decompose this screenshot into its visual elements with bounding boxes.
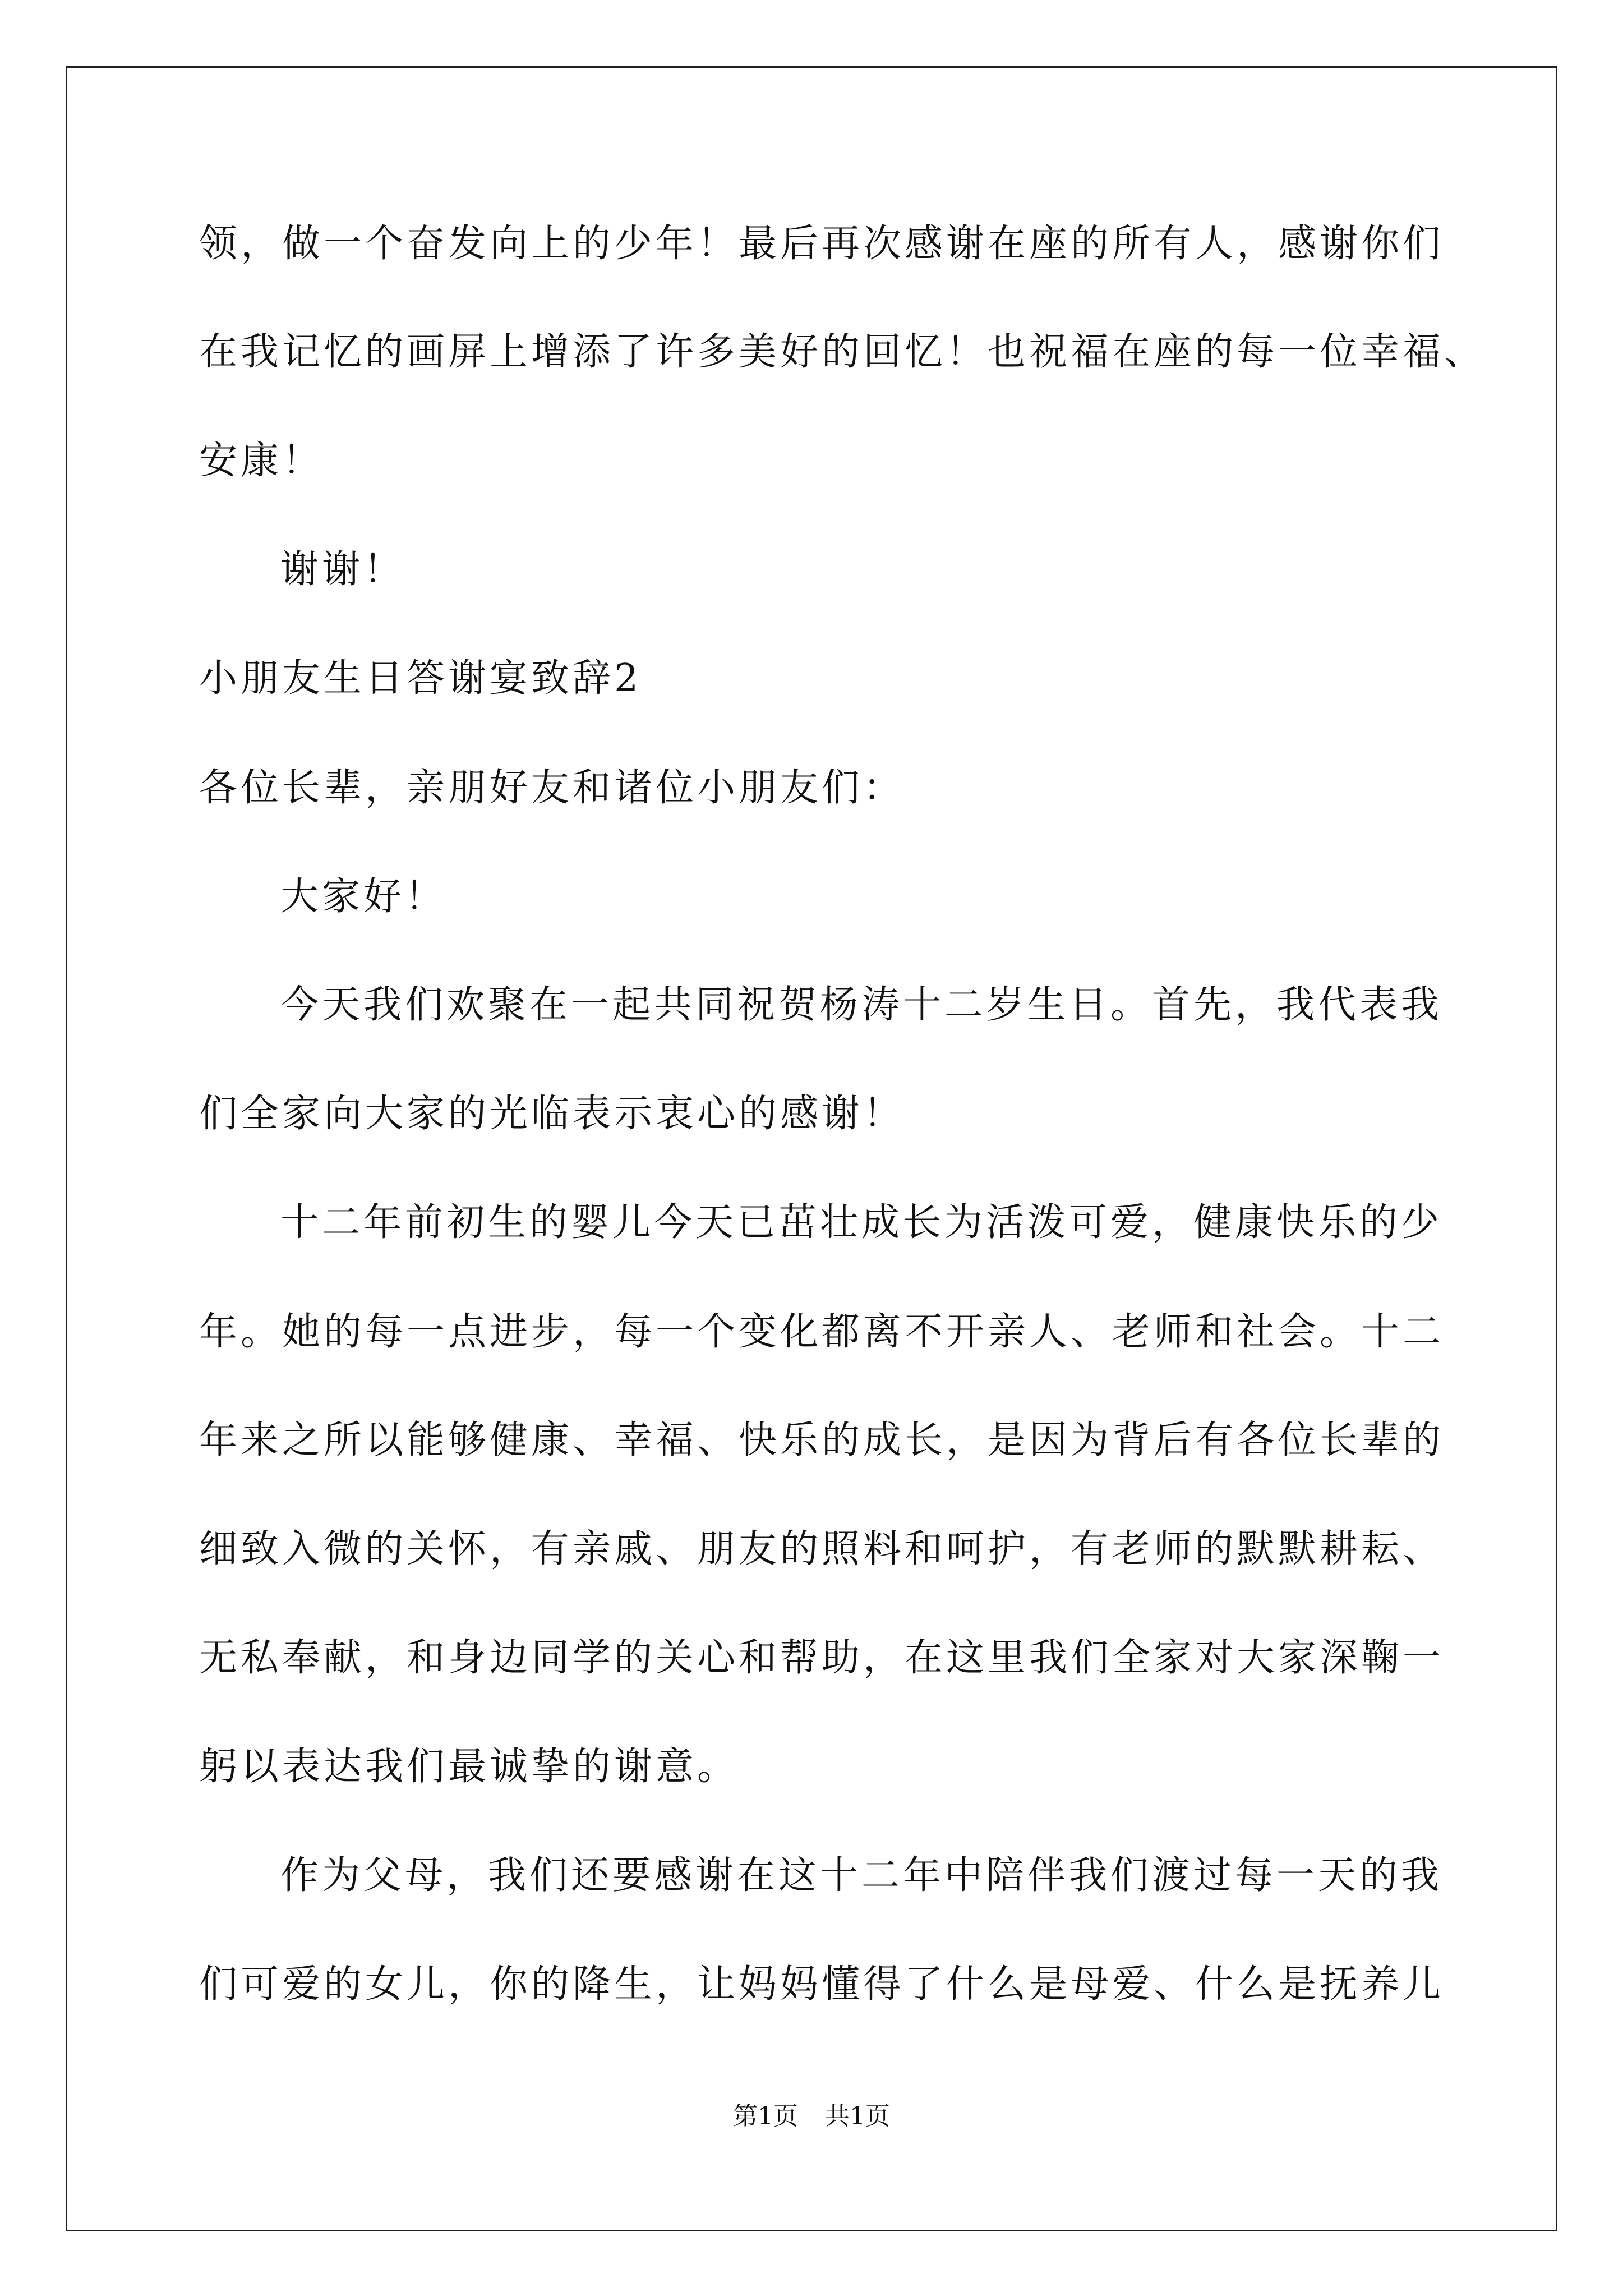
- body-text-line: 领，做一个奋发向上的少年！最后再次感谢在座的所有人，感谢你们: [199, 222, 1445, 266]
- body-text-line: 在我记忆的画屏上增添了许多美好的回忆！也祝福在座的每一位幸福、: [199, 330, 1486, 374]
- closing-thanks: 谢谢！: [280, 547, 405, 592]
- body-text-line: 安康！: [199, 439, 324, 483]
- greeting: 大家好！: [280, 875, 447, 919]
- body-text-line: 们全家向大家的光临表示衷心的感谢！: [199, 1092, 905, 1136]
- salutation: 各位长辈，亲朋好友和诸位小朋友们：: [199, 766, 905, 810]
- body-text-line: 细致入微的关怀，有亲戚、朋友的照料和呵护，有老师的默默耕耘、: [199, 1527, 1445, 1571]
- page-border: [66, 66, 1557, 2231]
- section-heading: 小朋友生日答谢宴致辞2: [199, 656, 642, 701]
- body-text-line: 十二年前初生的婴儿今天已茁壮成长为活泼可爱，健康快乐的少: [280, 1200, 1443, 1245]
- body-text-line: 今天我们欢聚在一起共同祝贺杨涛十二岁生日。首先，我代表我: [280, 983, 1443, 1027]
- body-text-line: 年来之所以能够健康、幸福、快乐的成长，是因为背后有各位长辈的: [199, 1418, 1445, 1462]
- body-text-line: 无私奉献，和身边同学的关心和帮助，在这里我们全家对大家深鞠一: [199, 1636, 1445, 1680]
- body-text-line: 作为父母，我们还要感谢在这十二年中陪伴我们渡过每一天的我: [280, 1853, 1443, 1898]
- page-number: 第1页: [733, 2102, 798, 2131]
- page-footer: [0, 2101, 1623, 2132]
- body-text-line: 们可爱的女儿，你的降生，让妈妈懂得了什么是母爱、什么是抚养儿: [199, 1962, 1445, 2007]
- body-text-line: 躬以表达我们最诚挚的谢意。: [199, 1745, 739, 1789]
- body-text-line: 年。她的每一点进步，每一个变化都离不开亲人、老师和社会。十二: [199, 1310, 1445, 1354]
- page-total: 共1页: [825, 2102, 890, 2131]
